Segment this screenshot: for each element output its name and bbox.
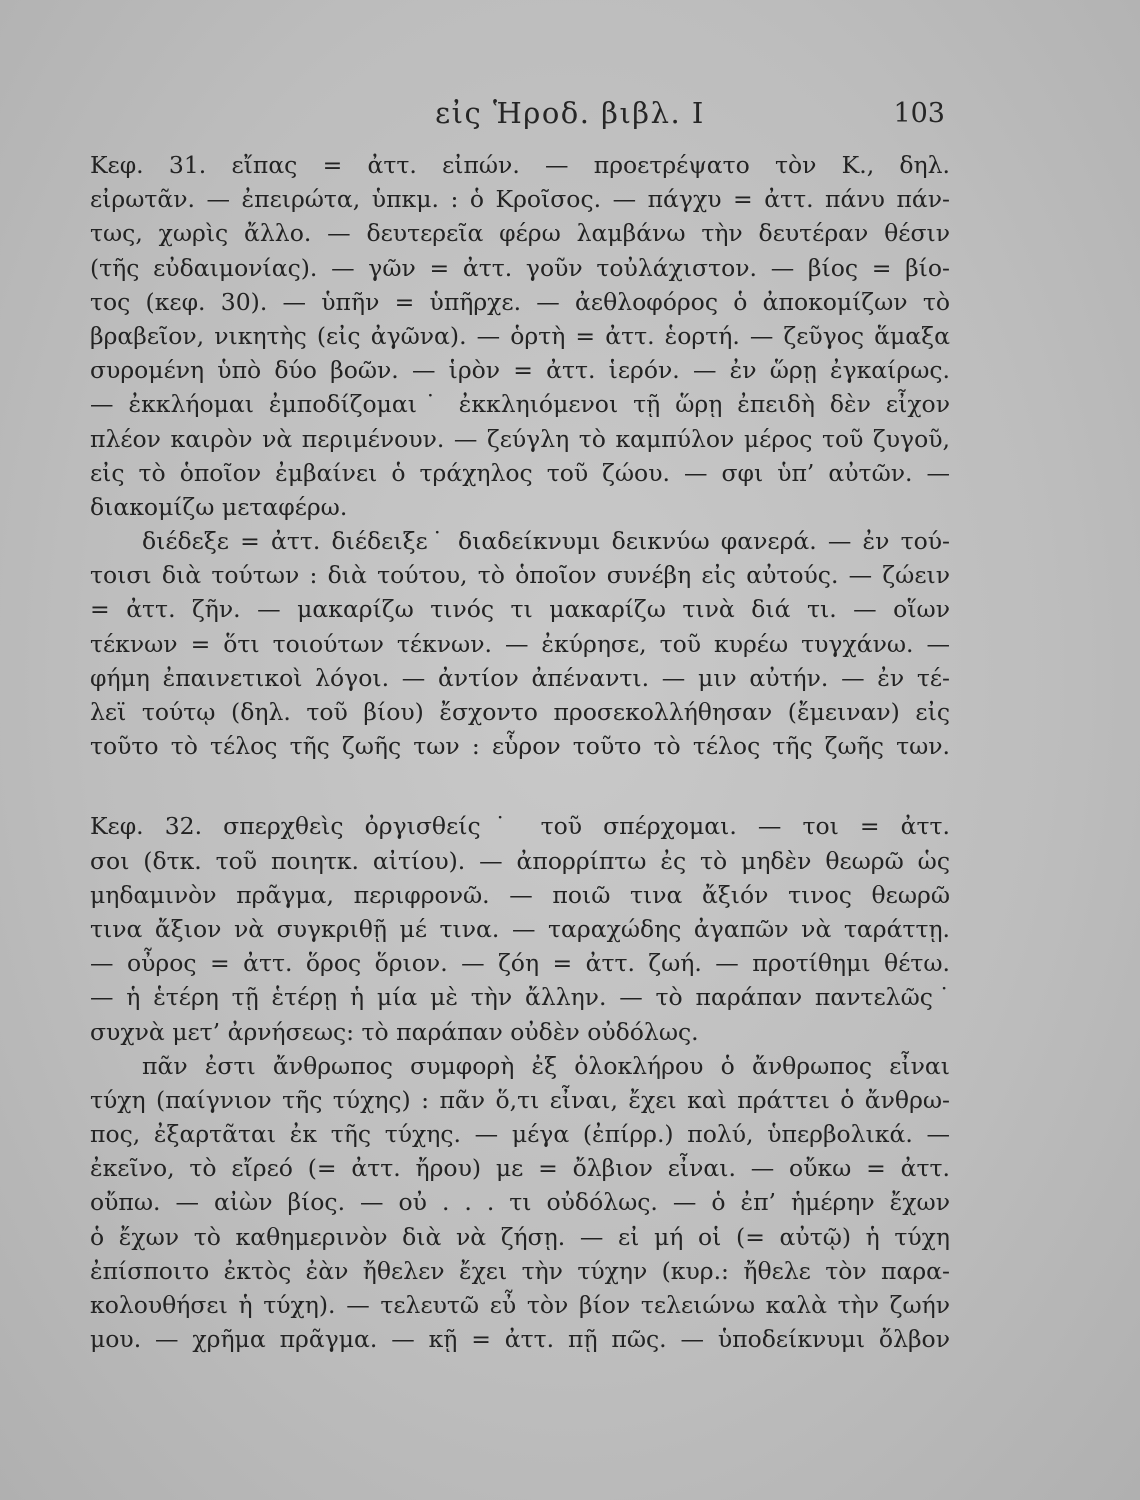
text-line: πᾶν ἐστι ἄνθρωπος συμφορὴ ἐξ ὁλοκλήρου ὁ ἄνθρωπος εἶναι: [142, 1051, 950, 1080]
text-line: ἐπίσποιτο ἐκτὸς ἐὰν ἤθελεν ἔχει τὴν τύχην (κυρ.: ἤθελε τὸν παρα-: [90, 1256, 950, 1285]
text-line: τέκνων = ὅτι τοιούτων τέκνων. — ἐκύρησε, τοῦ κυρέω τυγχάνω. —: [90, 629, 950, 658]
text-line: εἰς τὸ ὁποῖον ἐμβαίνει ὁ τράχηλος τοῦ ζώου. — σφι ὑπ’ αὐτῶν. —: [90, 458, 950, 487]
text-line: λεϊ τούτῳ (δηλ. τοῦ βίου) ἔσχοντο προσεκολλήθησαν (ἔμειναν) εἰς: [90, 698, 950, 726]
text-line: φήμη ἐπαινετικοὶ λόγοι. — ἀντίον ἀπέναντι. — μιν αὐτήν. — ἐν τέ-: [90, 663, 950, 692]
chapter-31-notes: [90, 148, 950, 763]
text-line: οὔπω. — αἰὼν βίος. — οὐ . . . τι οὐδόλως. — ὁ ἐπ’ ἡμέρην ἔχων: [90, 1188, 950, 1217]
text-line: — ἡ ἑτέρη τῇ ἑτέρῃ ἡ μία μὲ τὴν ἄλλην. — τὸ παράπαν παντελῶς˙: [90, 983, 950, 1012]
text-line: = ἀττ. ζῆν. — μακαρίζω τινός τι μακαρίζω τινὰ διά τι. — οἵων: [90, 595, 950, 624]
running-head-title: εἰς Ἡροδ. βιβλ. Ι: [435, 96, 705, 130]
text-line: τινα ἄξιον νὰ συγκριθῇ μέ τινα. — ταραχώδης ἀγαπῶν νὰ ταράττῃ.: [90, 914, 950, 943]
text-line: (τῆς εὐδαιμονίας). — γῶν = ἀττ. γοῦν τοὐλάχιστον. — βίος = βίο-: [90, 253, 950, 282]
running-head: [60, 96, 1080, 136]
text-line: διακομίζω μεταφέρω.: [90, 492, 348, 521]
text-line: — ἐκκλήομαι ἐμποδίζομαι˙ ἐκκληιόμενοι τῇ ὥρῃ ἐπειδὴ δὲν εἶχον: [90, 390, 950, 419]
text-line: πος, ἐξαρτᾶται ἐκ τῆς τύχης. — μέγα (ἐπίρρ.) πολύ, ὑπερβολικά. —: [90, 1120, 950, 1149]
text-line: βραβεῖον, νικητὴς (εἰς ἀγῶνα). — ὁρτὴ = ἀττ. ἑορτή. — ζεῦγος ἅμαξα: [90, 321, 950, 350]
text-line: — οὖρος = ἀττ. ὅρος ὅριον. — ζόη = ἀττ. ζωή. — προτίθημι θέτω.: [90, 949, 950, 978]
text-line: εἰρωτᾶν. — ἐπειρώτα, ὑπκμ. : ὁ Κροῖσος. — πάγχυ = ἀττ. πάνυ πάν-: [90, 185, 950, 214]
text-line: ἐκεῖνο, τὸ εἴρεό (= ἀττ. ἤρου) με = ὄλβιον εἶναι. — οὔκω = ἀττ.: [90, 1154, 950, 1183]
text-line: συρομένη ὑπὸ δύο βοῶν. — ἱρὸν = ἀττ. ἱερόν. — ἐν ὥρῃ ἐγκαίρως.: [90, 356, 950, 385]
text-line: μου. — χρῆμα πρᾶγμα. — κῇ = ἀττ. πῇ πῶς. — ὑποδείκνυμι ὄλβον: [90, 1325, 950, 1354]
text-line: ὁ ἔχων τὸ καθημερινὸν διὰ νὰ ζήσῃ. — εἰ μή οἱ (= αὐτῷ) ἡ τύχη: [90, 1222, 950, 1251]
text-line: τος (κεφ. 30). — ὑπῆν = ὑπῆρχε. — ἀεθλοφόρος ὁ ἀποκομίζων τὸ: [90, 287, 950, 316]
chapter-31-paragraph-2: [90, 524, 950, 763]
text-line: τοισι διὰ τούτων : διὰ τούτου, τὸ ὁποῖον συνέβη εἰς αὐτούς. — ζώειν: [90, 561, 950, 590]
text-line: τως, χωρὶς ἄλλο. — δευτερεῖα φέρω λαμβάνω τὴν δευτέραν θέσιν: [90, 219, 950, 248]
chapter-32-notes: [90, 809, 950, 1356]
text-line: μηδαμινὸν πρᾶγμα, περιφρονῶ. — ποιῶ τινα ἄξιόν τινος θεωρῶ: [90, 880, 950, 909]
text-line: συχνὰ μετ’ ἀρνήσεως: τὸ παράπαν οὐδὲν οὐδόλως.: [90, 1017, 699, 1046]
chapter-32-paragraph-2: [90, 1049, 950, 1357]
text-line: Κεφ. 31. εἴπας = ἀττ. εἰπών. — προετρέψατο τὸν Κ., δηλ.: [90, 151, 950, 179]
page-number: 103: [893, 98, 945, 129]
text-line: τοῦτο τὸ τέλος τῆς ζωῆς των : εὗρον τοῦτο τὸ τέλος τῆς ζωῆς των.: [90, 732, 950, 761]
section-spacer: [90, 763, 950, 809]
text-line: Κεφ. 32. σπερχθεὶς ὀργισθείς˙ τοῦ σπέρχομαι. — τοι = ἀττ.: [90, 812, 950, 841]
text-line: πλέον καιρὸν νὰ περιμένουν. — ζεύγλη τὸ καμπύλον μέρος τοῦ ζυγοῦ,: [90, 424, 950, 453]
commentary-text: [90, 148, 950, 1356]
text-line: διέδεξε = ἀττ. διέδειξε˙ διαδείκνυμι δεικνύω φανερά. — ἐν τού-: [142, 527, 950, 556]
chapter-32-paragraph-1: [90, 809, 950, 1048]
text-line: τύχη (παίγνιον τῆς τύχης) : πᾶν ὅ,τι εἶναι, ἔχει καὶ πράττει ὁ ἄνθρω-: [90, 1085, 950, 1114]
text-line: σοι (δτκ. τοῦ ποιητκ. αἰτίου). — ἀπορρίπτω ἐς τὸ μηδὲν θεωρῶ ὡς: [90, 846, 950, 875]
text-line: κολουθήσει ἡ τύχη). — τελευτῶ εὖ τὸν βίον τελειώνω καλὰ τὴν ζωήν: [90, 1291, 950, 1319]
chapter-31-paragraph-1: [90, 148, 950, 524]
